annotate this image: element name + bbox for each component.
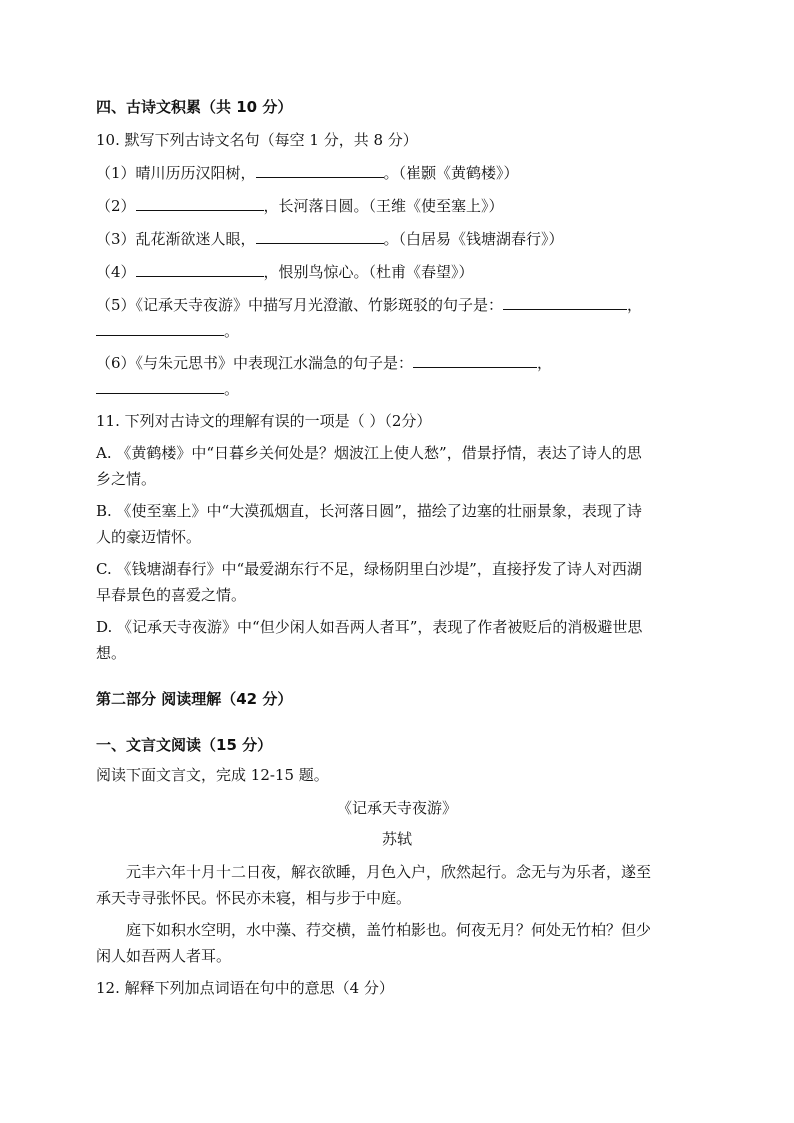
passage-paragraph-1-line-2: 承天寺寻张怀民。怀民亦未寝，相与步于中庭。 <box>96 889 412 907</box>
option-a-line-2: 乡之情。 <box>96 470 157 488</box>
question-10-item-6-cont <box>96 378 239 400</box>
answer-blank[interactable] <box>256 229 384 244</box>
question-10-item-5-cont <box>96 320 239 342</box>
part-two-heading: 第二部分 阅读理解（42 分） <box>96 690 293 708</box>
question-10-item-6 <box>96 352 552 374</box>
item-text: （5）《记承天寺夜游》中描写月光澄澈、竹影斑驳的句子是： <box>96 296 504 314</box>
question-11-prompt: 11. 下列对古诗文的理解有误的一项是（ ）（2分） <box>96 412 432 430</box>
question-10-prompt: 10. 默写下列古诗文名句（每空 1 分，共 8 分） <box>96 131 418 149</box>
section-heading-poetry: 四、古诗文积累（共 10 分） <box>96 98 293 116</box>
reading-instruction: 阅读下面文言文，完成 12-15 题。 <box>96 766 329 784</box>
question-10-item-5 <box>96 294 642 316</box>
question-10-item-2 <box>96 195 504 217</box>
answer-blank[interactable] <box>413 353 537 368</box>
option-d-line-1: D. 《记承天寺夜游》中“但少闲人如吾两人者耳”，表现了作者被贬后的消极避世思 <box>96 618 643 636</box>
item-text: （6）《与朱元思书》中表现江水湍急的句子是： <box>96 354 414 372</box>
passage-title: 《记承天寺夜游》 <box>336 799 457 817</box>
item-text: ， <box>627 296 643 314</box>
item-text: （3）乱花渐欲迷人眼， <box>96 230 256 248</box>
option-a-line-1: A. 《黄鹤楼》中“日暮乡关何处是？烟波江上使人愁”，借景抒情，表达了诗人的思 <box>96 444 642 462</box>
passage-paragraph-1-line-1: 元丰六年十月十二日夜，解衣欲睡，月色入户，欣然起行。念无与为乐者，遂至 <box>126 863 652 881</box>
option-c-line-2: 早春景色的喜爱之情。 <box>96 586 247 604</box>
question-10-item-3 <box>96 228 564 250</box>
answer-blank[interactable] <box>503 295 627 310</box>
classical-reading-heading: 一、文言文阅读（15 分） <box>96 736 273 754</box>
item-text: （1）晴川历历汉阳树， <box>96 164 256 182</box>
item-text: ， <box>537 354 553 372</box>
item-text: （2） <box>96 197 136 215</box>
passage-author: 苏轼 <box>381 830 412 848</box>
option-b-line-1: B. 《使至塞上》中“大漠孤烟直，长河落日圆”，描绘了边塞的壮丽景象，表现了诗 <box>96 502 642 520</box>
item-text: 。 <box>224 322 240 340</box>
option-c-line-1: C. 《钱塘湖春行》中“最爱湖东行不足，绿杨阴里白沙堤”，直接抒发了诗人对西湖 <box>96 560 642 578</box>
option-d-line-2: 想。 <box>96 644 127 662</box>
answer-blank[interactable] <box>256 163 384 178</box>
question-12-prompt: 12. 解释下列加点词语在句中的意思（4 分） <box>96 979 394 997</box>
item-text: ，长河落日圆。（王维《使至塞上》） <box>263 197 504 215</box>
question-10-item-1 <box>96 162 519 184</box>
answer-blank[interactable] <box>136 262 264 277</box>
question-10-item-4 <box>96 261 474 283</box>
passage-paragraph-2-line-2: 闲人如吾两人者耳。 <box>96 947 232 965</box>
answer-blank[interactable] <box>96 321 224 336</box>
item-text: 。（崔颢《黄鹤楼》） <box>383 164 519 182</box>
passage-paragraph-2-line-1: 庭下如积水空明，水中藻、荇交横，盖竹柏影也。何夜无月？何处无竹柏？但少 <box>126 921 652 939</box>
option-b-line-2: 人的豪迈情怀。 <box>96 528 202 546</box>
answer-blank[interactable] <box>136 196 264 211</box>
item-text: ，恨别鸟惊心。（杜甫《春望》） <box>263 263 474 281</box>
item-text: 。 <box>224 380 240 398</box>
item-text: 。（白居易《钱塘湖春行》） <box>383 230 564 248</box>
item-text: （4） <box>96 263 136 281</box>
answer-blank[interactable] <box>96 379 224 394</box>
